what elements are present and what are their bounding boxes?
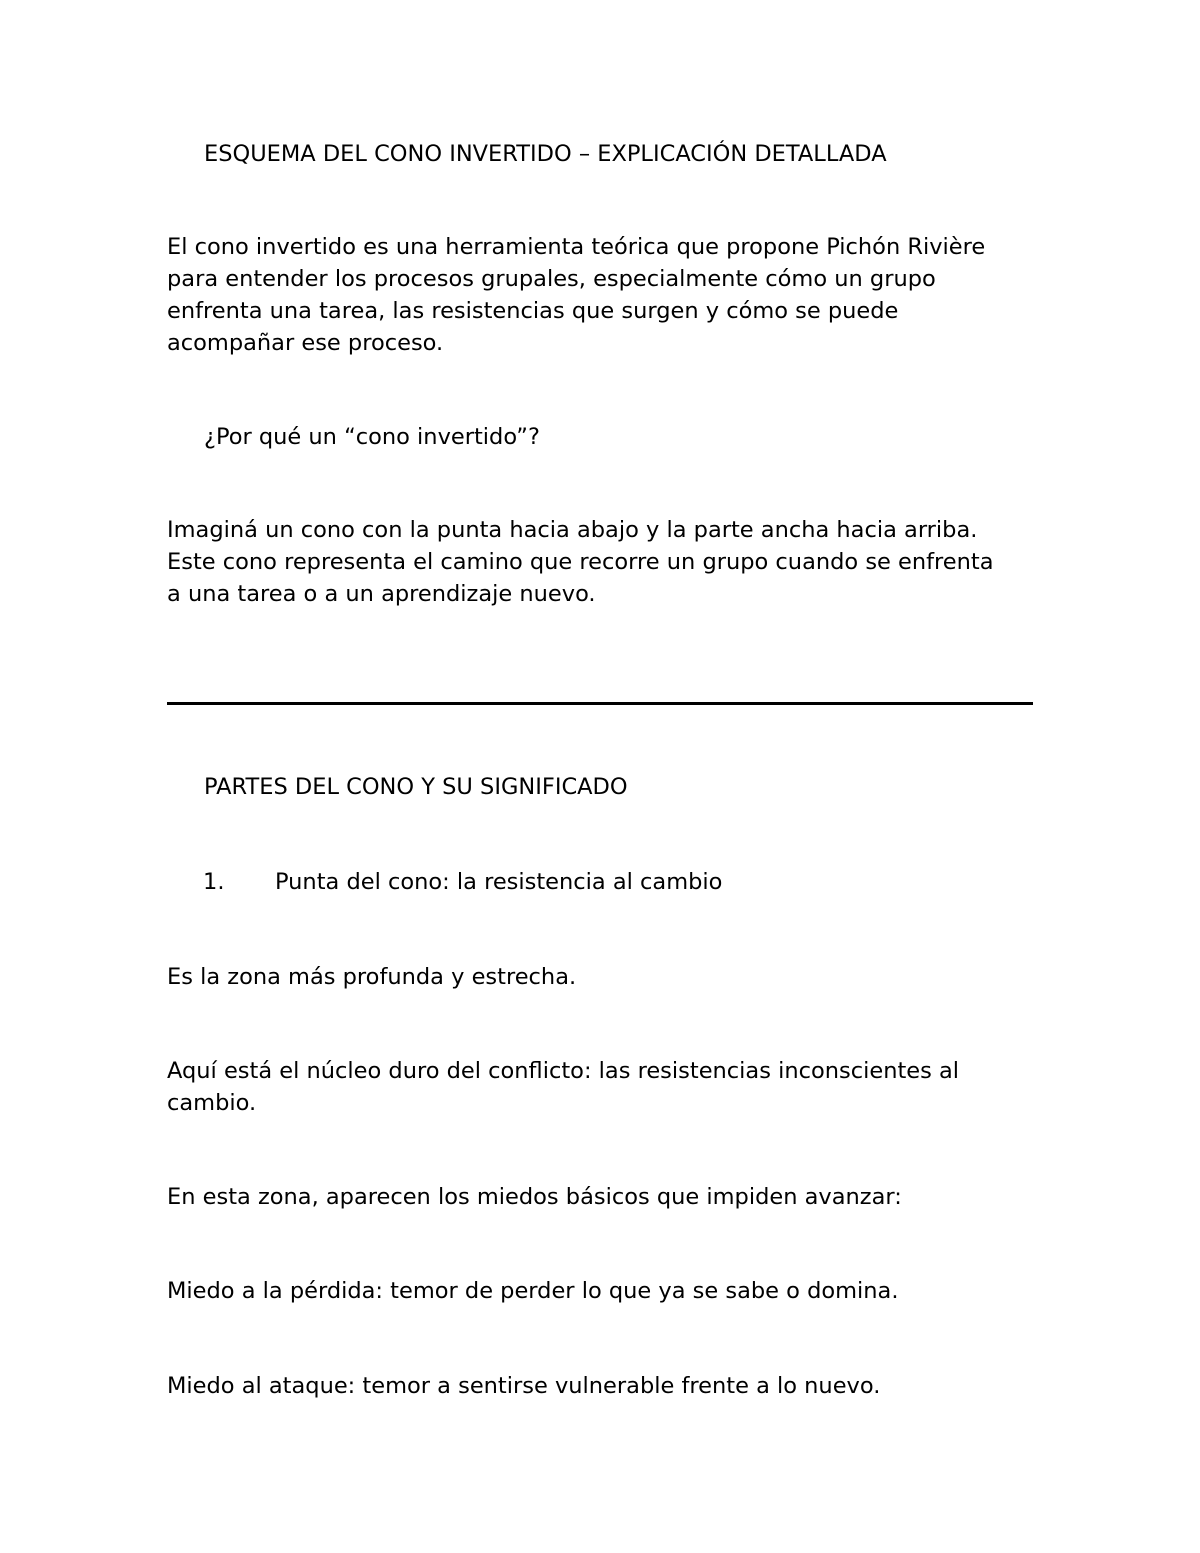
document-title: ESQUEMA DEL CONO INVERTIDO – EXPLICACIÓN DETALLADA [204,141,887,167]
intro-line: enfrenta una tarea, las resistencias que surgen y cómo se puede [167,298,899,324]
intro-line: para entender los procesos grupales, especialmente cómo un grupo [167,266,936,292]
paragraph-miedo-perdida: Miedo a la pérdida: temor de perder lo que ya se sabe o domina. [167,1278,899,1304]
intro-paragraph [167,231,1047,359]
paragraph-miedos: En esta zona, aparecen los miedos básicos que impiden avanzar: [167,1184,902,1210]
nucleo-line: cambio. [167,1090,257,1116]
explanation-line: Imaginá un cono con la punta hacia abajo y la parte ancha hacia arriba. [167,517,978,543]
explanation-paragraph [167,514,1047,610]
paragraph-zona: Es la zona más profunda y estrecha. [167,964,577,990]
list-number: 1. [203,869,225,895]
paragraph-nucleo [167,1055,1047,1119]
explanation-line: a una tarea o a un aprendizaje nuevo. [167,581,596,607]
section-heading: PARTES DEL CONO Y SU SIGNIFICADO [204,774,628,800]
horizontal-divider [167,702,1033,705]
list-item-text: Punta del cono: la resistencia al cambio [275,869,723,895]
intro-line: El cono invertido es una herramienta teórica que propone Pichón Rivière [167,234,986,260]
paragraph-miedo-ataque: Miedo al ataque: temor a sentirse vulnerable frente a lo nuevo. [167,1373,881,1399]
nucleo-line: Aquí está el núcleo duro del conflicto: las resistencias inconscientes al [167,1058,960,1084]
explanation-line: Este cono representa el camino que recorre un grupo cuando se enfrenta [167,549,994,575]
question-heading: ¿Por qué un “cono invertido”? [204,424,540,450]
intro-line: acompañar ese proceso. [167,330,444,356]
